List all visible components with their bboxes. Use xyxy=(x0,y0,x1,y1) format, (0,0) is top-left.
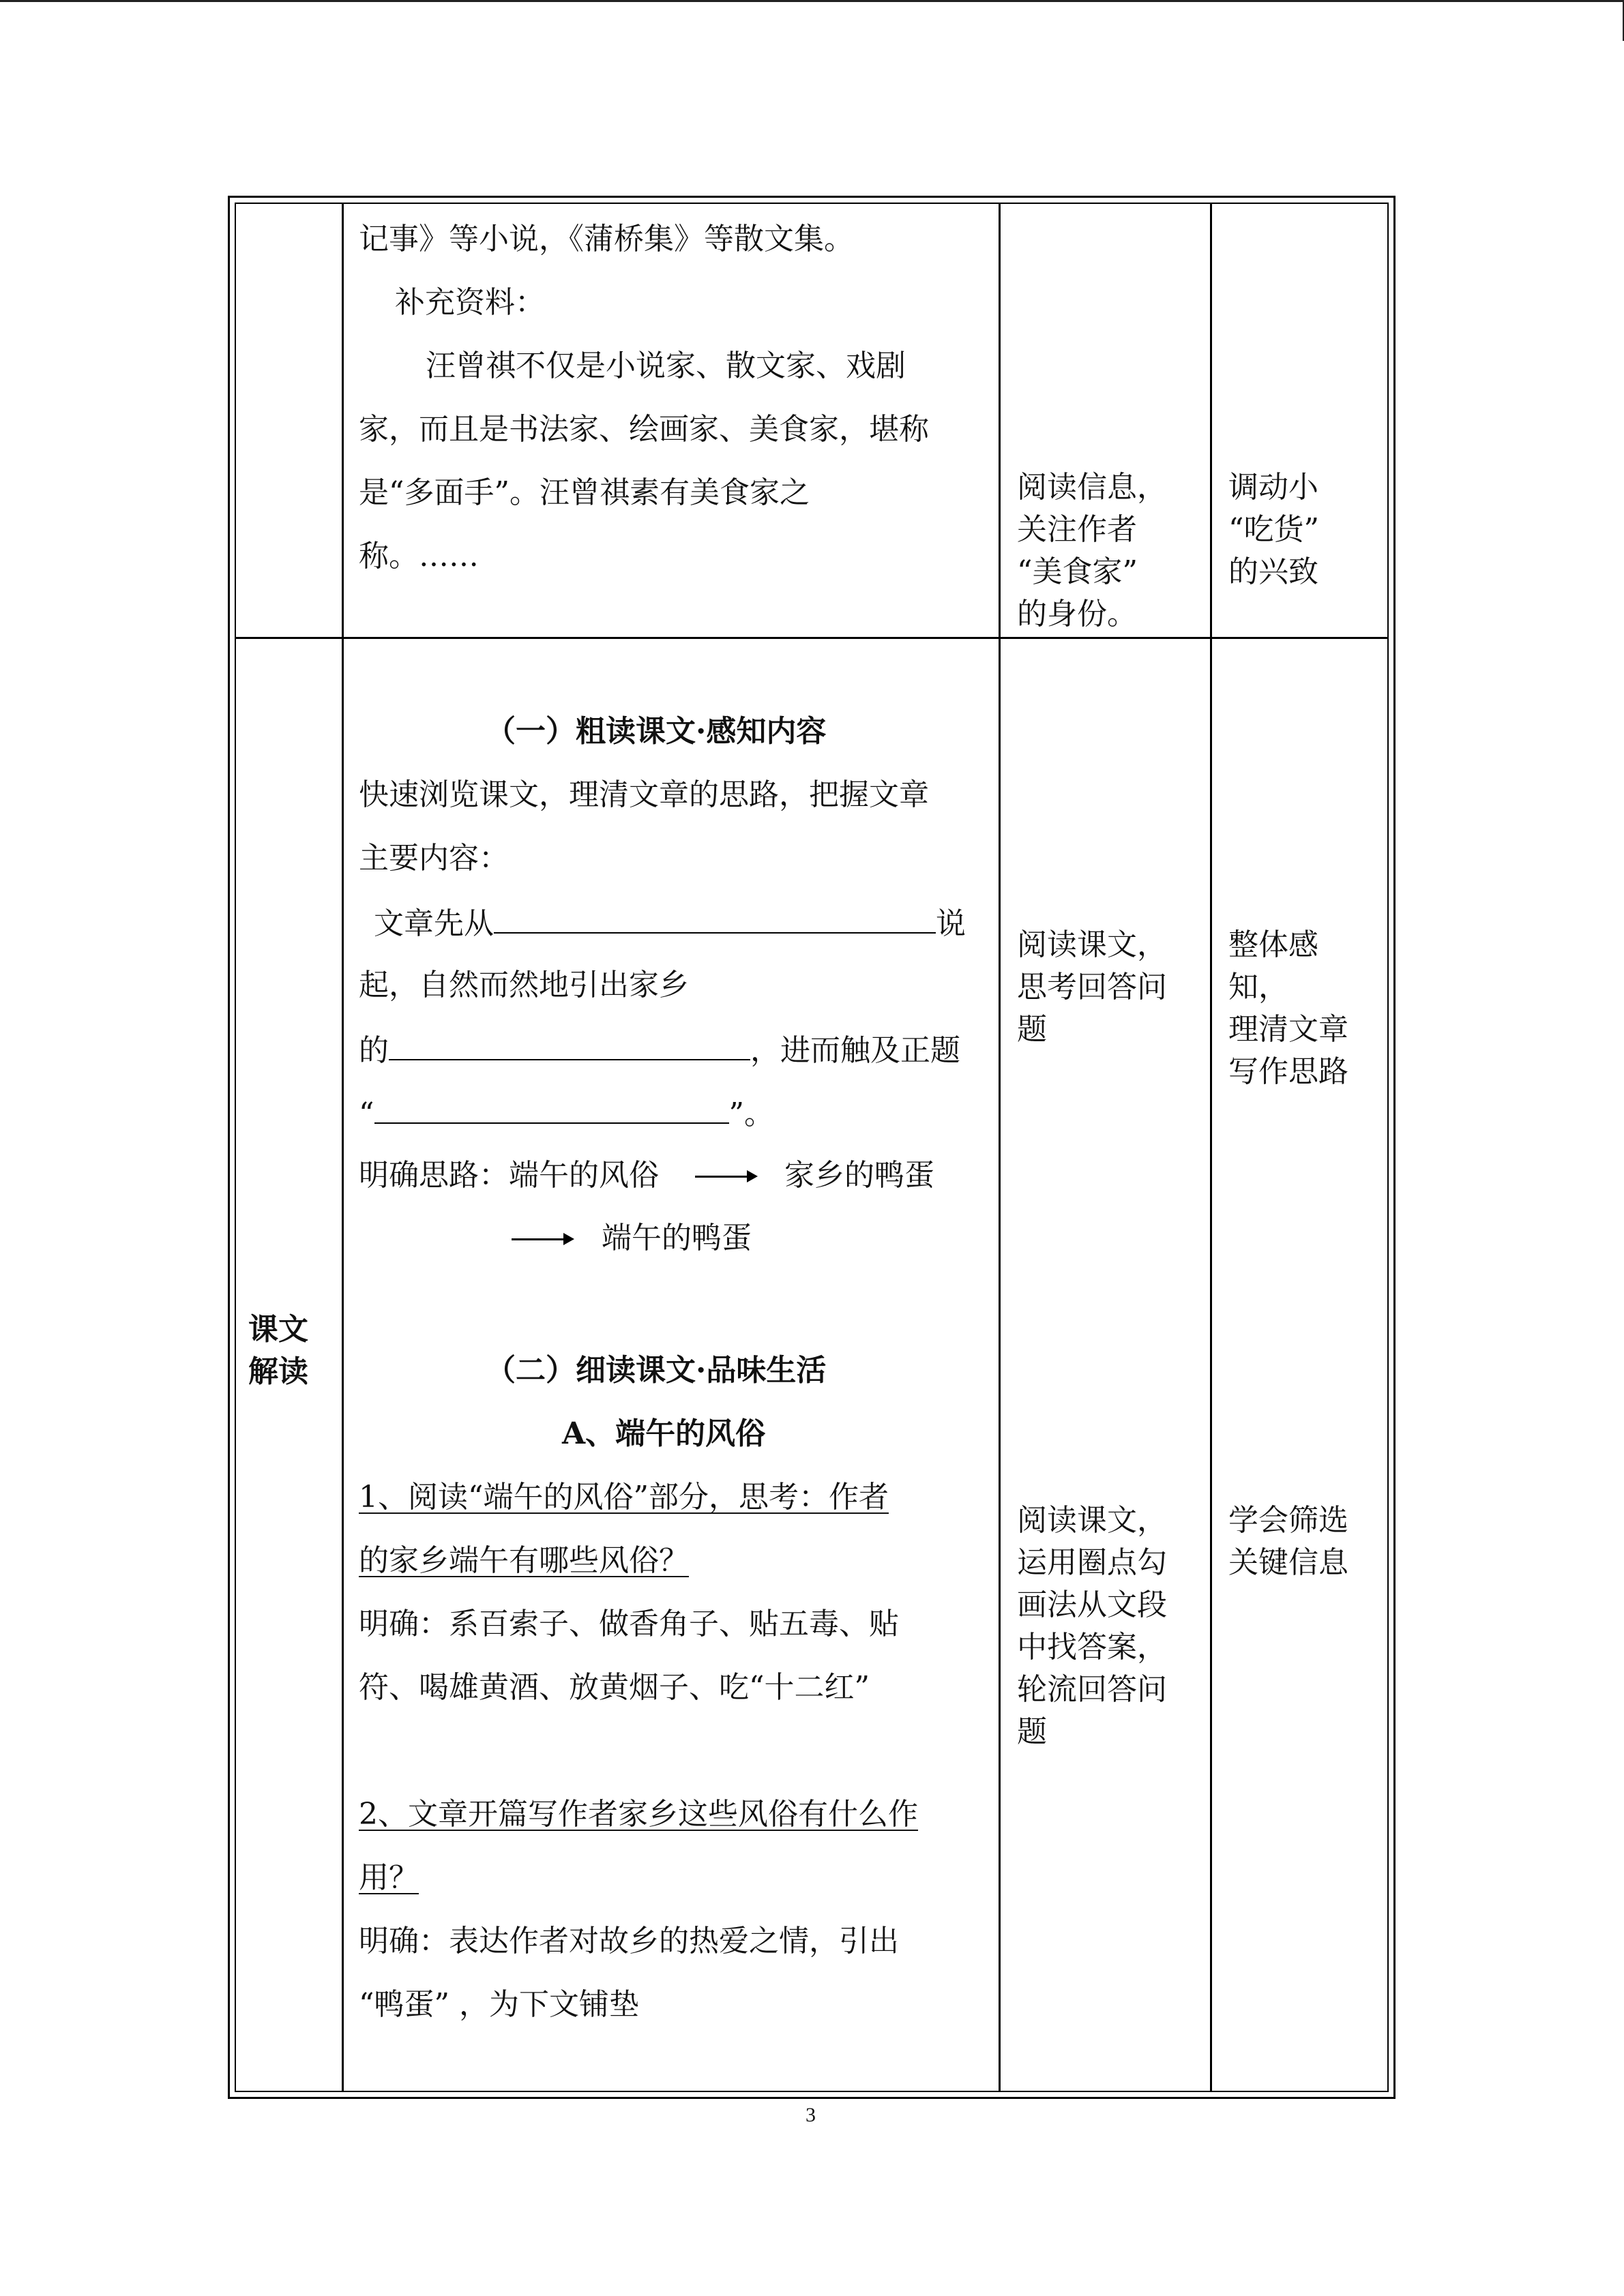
row1-activity-4: 的身份。 xyxy=(1017,597,1137,631)
fill-line-4 xyxy=(359,1091,774,1135)
row1-intent-1: 调动小 xyxy=(1228,470,1318,505)
row1-activity-2: 关注作者 xyxy=(1017,512,1137,547)
route-arrow-2-icon xyxy=(512,1238,565,1240)
fill1-after: 说 xyxy=(936,906,966,941)
row2-intent1-2: 知， xyxy=(1228,970,1288,1004)
row-label-2: 解读 xyxy=(248,1354,308,1389)
row2-activity2-2: 运用圈点勾 xyxy=(1017,1545,1167,1580)
section2-subtitle: A、端午的风俗 xyxy=(562,1416,766,1451)
fill3-after: ，进而触及正题 xyxy=(750,1033,960,1068)
lesson-table-inner xyxy=(235,203,1389,2092)
answer-1-line-2: 符、喝雄黄酒、放黄烟子、吃“十二红” xyxy=(359,1670,870,1705)
question-1-line-2: 的家乡端午有哪些风俗？ xyxy=(359,1543,689,1578)
route-label: 明确思路：端午的风俗 xyxy=(359,1158,659,1193)
page-top-border xyxy=(0,0,1624,2)
row2-intent1-4: 写作思路 xyxy=(1228,1054,1348,1089)
answer-2-line-2: “鸭蛋” ，为下文铺垫 xyxy=(359,1987,639,2022)
row2-activity2-1: 阅读课文， xyxy=(1017,1503,1167,1538)
fill4-after: ”。 xyxy=(728,1097,774,1131)
lesson-table xyxy=(228,196,1396,2099)
row2-intent1-3: 理清文章 xyxy=(1228,1012,1348,1047)
route-item-2: 家乡的鸭蛋 xyxy=(784,1158,934,1193)
row1-line-5: 是“多面手”。汪曾祺素有美食家之 xyxy=(359,475,810,510)
row1-line-6: 称。…… xyxy=(359,539,479,573)
fill-line-3 xyxy=(359,1028,960,1072)
route-arrow-1-icon xyxy=(695,1176,748,1178)
row1-line-4: 家，而且是书法家、绘画家、美食家，堪称 xyxy=(359,412,929,447)
question-1-line-1: 1、阅读“端午的风俗”部分，思考：作者 xyxy=(359,1480,889,1515)
row1-intent-2: “吃货” xyxy=(1228,512,1319,547)
row1-line-2: 补充资料： xyxy=(395,285,545,320)
fill-blank-1[interactable] xyxy=(494,901,936,934)
fill4-before: “ xyxy=(359,1097,374,1131)
row2-activity2-3: 画法从文段 xyxy=(1017,1587,1167,1622)
row1-activity-3: “美食家” xyxy=(1017,554,1138,589)
col-divider-1 xyxy=(342,204,344,2091)
fill1-before: 文章先从 xyxy=(374,906,494,941)
col-divider-3 xyxy=(1210,204,1212,2091)
row2-intent2-2: 关键信息 xyxy=(1228,1545,1348,1580)
fill-line-1 xyxy=(374,901,966,945)
route-item-3: 端午的鸭蛋 xyxy=(602,1221,752,1255)
row2-activity2-5: 轮流回答问 xyxy=(1017,1672,1167,1707)
row1-line-3: 汪曾祺不仅是小说家、散文家、戏剧 xyxy=(426,348,906,383)
row-divider xyxy=(236,637,1387,639)
answer-1-line-1: 明确：系百索子、做香角子、贴五毒、贴 xyxy=(359,1607,899,1641)
section1-line-2: 主要内容： xyxy=(359,841,509,876)
fill-line-2: 起，自然而然地引出家乡 xyxy=(359,968,689,1002)
fill-blank-3[interactable] xyxy=(374,1091,729,1124)
section1-title: （一）粗读课文·感知内容 xyxy=(486,714,827,749)
row1-activity-1: 阅读信息， xyxy=(1017,470,1167,505)
section2-title: （二）细读课文·品味生活 xyxy=(486,1353,827,1388)
question-2-line-1: 2、文章开篇写作者家乡这些风俗有什么作 xyxy=(359,1797,918,1832)
row2-activity1-1: 阅读课文， xyxy=(1017,927,1167,962)
fill-blank-2[interactable] xyxy=(389,1028,750,1060)
row2-activity2-6: 题 xyxy=(1017,1714,1047,1749)
row2-intent2-1: 学会筛选 xyxy=(1228,1503,1348,1538)
question-2-line-2: 用？ xyxy=(359,1860,419,1895)
answer-2-line-1: 明确：表达作者对故乡的热爱之情，引出 xyxy=(359,1924,899,1958)
row1-line-1: 记事》等小说，《蒲桥集》等散文集。 xyxy=(359,222,854,256)
row2-activity1-2: 思考回答问 xyxy=(1017,970,1167,1004)
fill3-before: 的 xyxy=(359,1033,389,1068)
row-label-1: 课文 xyxy=(248,1312,308,1347)
page-number: 3 xyxy=(806,2104,816,2126)
row2-activity2-4: 中找答案， xyxy=(1017,1630,1167,1665)
col-divider-2 xyxy=(999,204,1001,2091)
row2-activity1-3: 题 xyxy=(1017,1012,1047,1047)
row2-intent1-1: 整体感 xyxy=(1228,927,1318,962)
row1-intent-3: 的兴致 xyxy=(1228,554,1318,589)
section1-line-1: 快速浏览课文，理清文章的思路，把握文章 xyxy=(359,777,929,812)
